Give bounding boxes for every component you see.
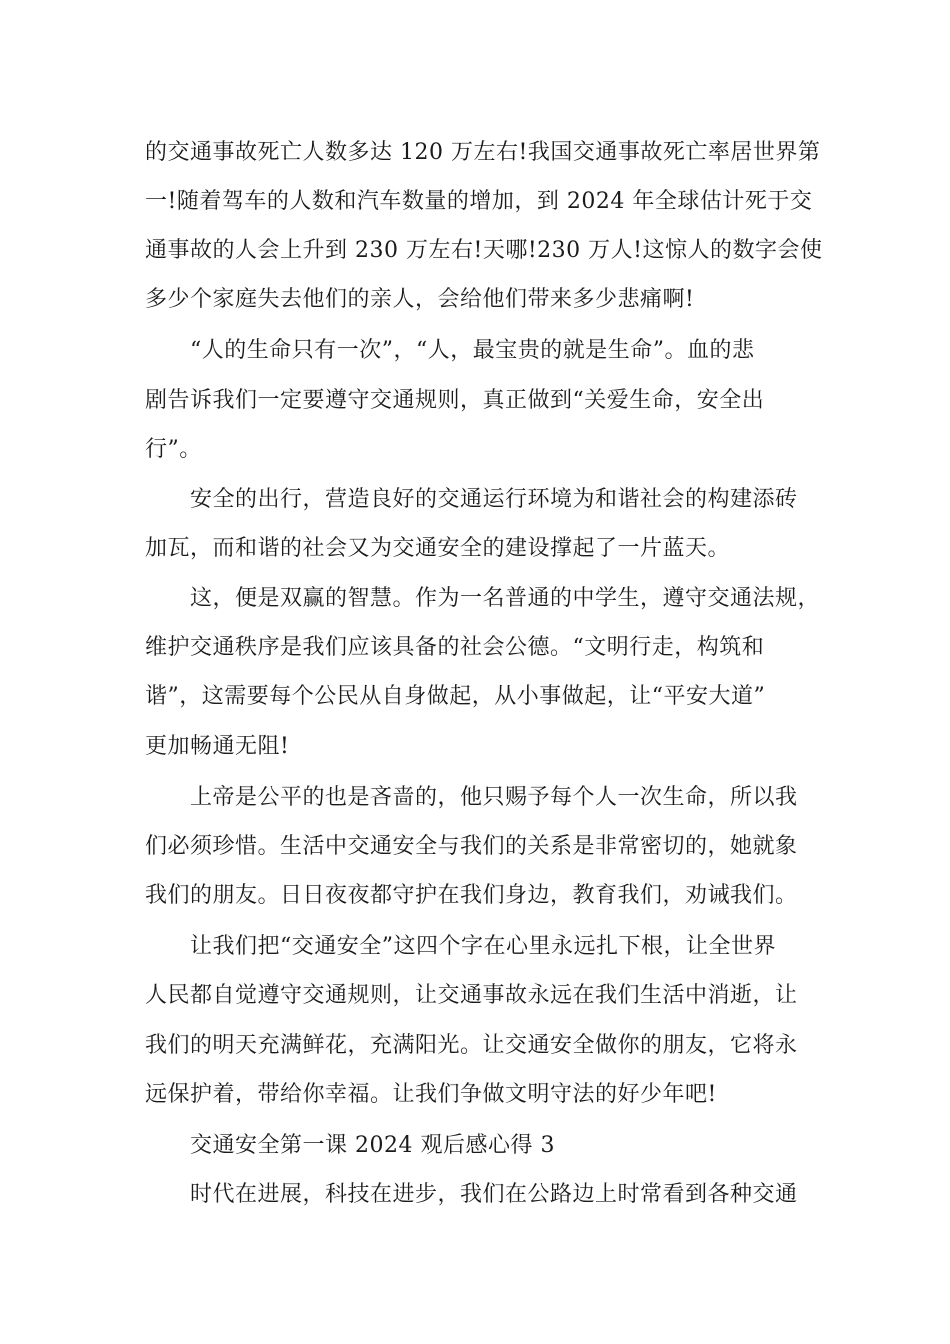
text-line: 加瓦，而和谐的社会又为交通安全的建设撑起了一片蓝天。 bbox=[145, 536, 731, 561]
text-line: 一!随着驾车的人数和汽车数量的增加，到 2024 年全球估计死于交 bbox=[145, 189, 813, 214]
paragraph-first-line: “人的生命只有一次”，“人，最宝贵的就是生命”。血的悲 bbox=[190, 338, 755, 363]
text-line: 们必须珍惜。生活中交通安全与我们的关系是非常密切的，她就象 bbox=[145, 834, 798, 859]
text-line: 通事故的人会上升到 230 万左右!天哪!230 万人!这惊人的数字会使 bbox=[145, 238, 823, 263]
text-line: 我们的明天充满鲜花，充满阳光。让交通安全做你的朋友，它将永 bbox=[145, 1033, 798, 1058]
text-line: 谐”，这需要每个公民从自身做起，从小事做起，让“平安大道” bbox=[145, 684, 766, 709]
text-line: 维护交通秩序是我们应该具备的社会公德。“文明行走，构筑和 bbox=[145, 635, 765, 660]
paragraph-first-line: 上帝是公平的也是吝啬的，他只赐予每个人一次生命，所以我 bbox=[190, 785, 798, 810]
text-line: 远保护着，带给你幸福。让我们争做文明守法的好少年吧! bbox=[145, 1082, 717, 1107]
text-line: 人民都自觉遵守交通规则，让交通事故永远在我们生活中消逝，让 bbox=[145, 983, 798, 1008]
text-line: 的交通事故死亡人数多达 120 万左右!我国交通事故死亡率居世界第 bbox=[145, 140, 821, 165]
text-line: 更加畅通无阻! bbox=[145, 734, 290, 759]
text-line: 行”。 bbox=[145, 437, 202, 462]
text-line: 我们的朋友。日日夜夜都守护在我们身边，教育我们，劝诫我们。 bbox=[145, 883, 798, 908]
text-line: 多少个家庭失去他们的亲人，会给他们带来多少悲痛啊! bbox=[145, 287, 695, 312]
paragraph-first-line: 这，便是双赢的智慧。作为一名普通的中学生，遵守交通法规， bbox=[190, 586, 821, 611]
paragraph-first-line: 安全的出行，营造良好的交通运行环境为和谐社会的构建添砖 bbox=[190, 487, 798, 512]
text-line: 剧告诉我们一定要遵守交通规则，真正做到“关爱生命，安全出 bbox=[145, 388, 765, 413]
paragraph-first-line: 让我们把“交通安全”这四个字在心里永远扎下根，让全世界 bbox=[190, 934, 776, 959]
paragraph-first-line: 时代在进展，科技在进步，我们在公路边上时常看到各种交通 bbox=[190, 1182, 798, 1207]
section-heading: 交通安全第一课 2024 观后感心得 3 bbox=[190, 1133, 555, 1158]
